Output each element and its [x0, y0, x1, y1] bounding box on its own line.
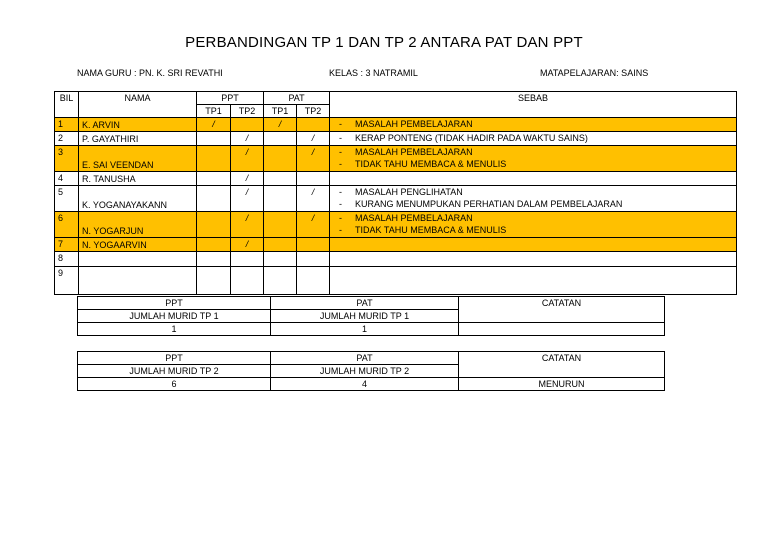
student-name: E. SAI VEENDAN — [79, 146, 197, 172]
ppt-tp2-mark: / — [231, 186, 264, 212]
pat-tp2-mark — [297, 252, 330, 267]
reason-text: KERAP PONTENG (TIDAK HADIR PADA WAKTU SAINS) — [355, 133, 588, 143]
reason-cell — [330, 238, 737, 252]
header-ppt-tp2: TP2 — [231, 105, 264, 118]
reason-cell — [330, 172, 737, 186]
reason-text: MASALAH PENGLIHATAN — [355, 187, 463, 197]
table-row — [55, 252, 737, 267]
header-sebab: SEBAB — [330, 92, 737, 118]
summary-tp1-ppt-header: PPT — [78, 297, 271, 310]
reason-cell — [330, 186, 737, 212]
row-number: 2 — [55, 132, 79, 146]
pat-tp2-mark — [297, 172, 330, 186]
comparison-table — [54, 91, 737, 295]
ppt-tp1-mark — [197, 212, 231, 238]
ppt-tp1-mark — [197, 267, 231, 295]
table-row — [55, 267, 737, 295]
summary-tp2-catatan-value: MENURUN — [459, 378, 665, 391]
row-number: 4 — [55, 172, 79, 186]
reason-cell — [330, 118, 737, 132]
ppt-tp1-mark — [197, 132, 231, 146]
bullet-dash: - — [339, 147, 343, 157]
reason-line — [333, 224, 733, 236]
pat-tp2-mark: / — [297, 186, 330, 212]
reason-line — [333, 118, 733, 130]
ppt-tp1-mark — [197, 252, 231, 267]
pat-tp1-mark — [264, 172, 297, 186]
bullet-dash: - — [339, 159, 343, 169]
summary-tp2-ppt-header: PPT — [78, 352, 271, 365]
pat-tp1-mark — [264, 212, 297, 238]
reason-line — [333, 132, 733, 144]
pat-tp1-mark: / — [264, 118, 297, 132]
reason-line — [333, 158, 733, 170]
summary-tp1-pat-header: PAT — [271, 297, 459, 310]
reason-cell — [330, 146, 737, 172]
row-number: 6 — [55, 212, 79, 238]
table-row — [55, 146, 737, 172]
header-ppt-tp1: TP1 — [197, 105, 231, 118]
ppt-tp1-mark — [197, 146, 231, 172]
bullet-dash: - — [339, 133, 343, 143]
ppt-tp1-mark — [197, 238, 231, 252]
summary-tp1-pat-value: 1 — [271, 323, 459, 336]
pat-tp2-mark: / — [297, 212, 330, 238]
bullet-dash: - — [339, 213, 343, 223]
bullet-dash: - — [339, 199, 343, 209]
summary-tp2-pat-header: PAT — [271, 352, 459, 365]
reason-text: MASALAH PEMBELAJARAN — [355, 119, 473, 129]
table-row — [55, 238, 737, 252]
summary-tp2-ppt-label: JUMLAH MURID TP 2 — [78, 365, 271, 378]
student-name: N. YOGAARVIN — [79, 238, 197, 252]
reason-cell — [330, 252, 737, 267]
pat-tp2-mark — [297, 267, 330, 295]
ppt-tp2-mark: / — [231, 238, 264, 252]
summary-tp1-catatan-header: CATATAN — [459, 297, 665, 323]
header-ppt: PPT — [197, 92, 264, 105]
row-number: 8 — [55, 252, 79, 267]
pat-tp1-mark — [264, 132, 297, 146]
bullet-dash: - — [339, 119, 343, 129]
ppt-tp2-mark — [231, 267, 264, 295]
row-number: 7 — [55, 238, 79, 252]
summary-table-tp1 — [77, 296, 665, 336]
reason-text: MASALAH PEMBELAJARAN — [355, 213, 473, 223]
class-name: KELAS : 3 NATRAMIL — [329, 68, 418, 78]
summary-tp1-catatan-value — [459, 323, 665, 336]
reason-line — [333, 186, 733, 198]
table-row — [55, 212, 737, 238]
table-row — [55, 186, 737, 212]
table-row — [55, 172, 737, 186]
table-row — [55, 118, 737, 132]
pat-tp1-mark — [264, 238, 297, 252]
pat-tp2-mark — [297, 118, 330, 132]
reason-text: MASALAH PEMBELAJARAN — [355, 147, 473, 157]
student-name: P. GAYATHIRI — [79, 132, 197, 146]
teacher-name: NAMA GURU : PN. K. SRI REVATHI — [77, 68, 223, 78]
row-number: 1 — [55, 118, 79, 132]
reason-line — [333, 198, 733, 210]
summary-tp2-ppt-value: 6 — [78, 378, 271, 391]
pat-tp1-mark — [264, 146, 297, 172]
page-title: PERBANDINGAN TP 1 DAN TP 2 ANTARA PAT DAN PPT — [185, 34, 583, 51]
header-pat-tp1: TP1 — [264, 105, 297, 118]
reason-cell — [330, 267, 737, 295]
bullet-dash: - — [339, 187, 343, 197]
header-nama: NAMA — [79, 92, 197, 118]
summary-table-tp2 — [77, 351, 665, 391]
student-name — [79, 252, 197, 267]
student-name — [79, 267, 197, 295]
summary-tp1-ppt-label: JUMLAH MURID TP 1 — [78, 310, 271, 323]
ppt-tp2-mark: / — [231, 146, 264, 172]
ppt-tp2-mark — [231, 252, 264, 267]
reason-line — [333, 146, 733, 158]
pat-tp2-mark — [297, 238, 330, 252]
pat-tp1-mark — [264, 186, 297, 212]
summary-tp2-pat-value: 4 — [271, 378, 459, 391]
ppt-tp2-mark: / — [231, 212, 264, 238]
pat-tp2-mark: / — [297, 146, 330, 172]
reason-text: TIDAK TAHU MEMBACA & MENULIS — [355, 159, 507, 169]
bullet-dash: - — [339, 225, 343, 235]
pat-tp1-mark — [264, 267, 297, 295]
header-pat: PAT — [264, 92, 330, 105]
ppt-tp2-mark: / — [231, 172, 264, 186]
reason-text: KURANG MENUMPUKAN PERHATIAN DALAM PEMBELAJARAN — [355, 199, 623, 209]
student-name: R. TANUSHA — [79, 172, 197, 186]
ppt-tp1-mark: / — [197, 118, 231, 132]
subject-name: MATAPELAJARAN: SAINS — [540, 68, 649, 78]
ppt-tp1-mark — [197, 186, 231, 212]
table-header-row — [55, 92, 737, 105]
reason-cell — [330, 132, 737, 146]
reason-line — [333, 212, 733, 224]
summary-tp2-catatan-header: CATATAN — [459, 352, 665, 378]
row-number: 5 — [55, 186, 79, 212]
header-bil: BIL — [55, 92, 79, 118]
table-row — [55, 132, 737, 146]
pat-tp2-mark: / — [297, 132, 330, 146]
summary-tp1-pat-label: JUMLAH MURID TP 1 — [271, 310, 459, 323]
reason-text: TIDAK TAHU MEMBACA & MENULIS — [355, 225, 507, 235]
pat-tp1-mark — [264, 252, 297, 267]
reason-cell — [330, 212, 737, 238]
row-number: 3 — [55, 146, 79, 172]
ppt-tp2-mark — [231, 118, 264, 132]
ppt-tp1-mark — [197, 172, 231, 186]
ppt-tp2-mark: / — [231, 132, 264, 146]
row-number: 9 — [55, 267, 79, 295]
student-name: N. YOGARJUN — [79, 212, 197, 238]
summary-tp1-ppt-value: 1 — [78, 323, 271, 336]
student-name: K. YOGANAYAKANN — [79, 186, 197, 212]
student-name: K. ARVIN — [79, 118, 197, 132]
summary-tp2-pat-label: JUMLAH MURID TP 2 — [271, 365, 459, 378]
header-pat-tp2: TP2 — [297, 105, 330, 118]
